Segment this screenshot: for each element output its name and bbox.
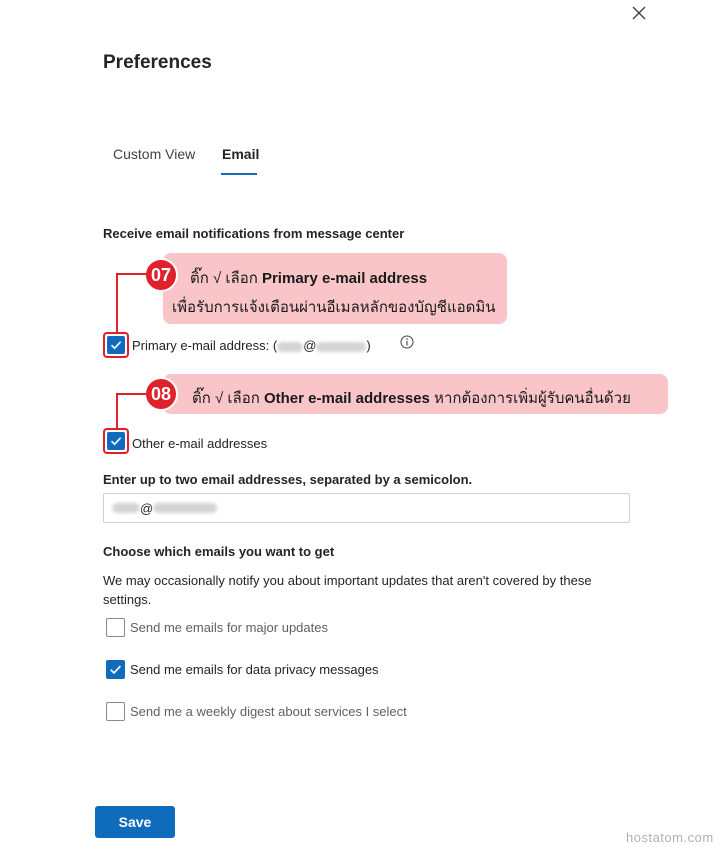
- checkmark-icon: [108, 337, 124, 353]
- checkmark-icon: [108, 433, 124, 449]
- privacy-messages-checkbox[interactable]: [106, 660, 125, 679]
- major-updates-checkbox[interactable]: [106, 618, 125, 637]
- other-emails-instructions: Enter up to two email addresses, separated by a semicolon.: [103, 472, 473, 487]
- annotation-callout-08: [163, 374, 668, 414]
- weekly-digest-label: Send me a weekly digest about services I select: [130, 704, 407, 719]
- close-button[interactable]: [626, 0, 652, 26]
- annotation-connector-07: [116, 273, 146, 275]
- annotation-badge-07: 07: [144, 258, 178, 292]
- major-updates-label: Send me emails for major updates: [130, 620, 328, 635]
- primary-email-label: [132, 338, 371, 353]
- privacy-messages-label: Send me emails for data privacy messages: [130, 662, 379, 677]
- page-title: Preferences: [103, 52, 212, 73]
- annotation-08-text-suffix: หากต้องการเพิ่มผู้รับคนอื่นด้วย: [429, 390, 631, 407]
- primary-email-label-suffix: ): [366, 338, 371, 353]
- tab-email[interactable]: Email: [222, 146, 260, 162]
- email-choice-heading: Choose which emails you want to get: [103, 544, 335, 559]
- annotation-08-text-bold: Other e-mail addresses: [263, 390, 430, 407]
- annotation-connector-07-vertical: [116, 273, 118, 333]
- primary-email-at: @: [303, 338, 317, 353]
- save-button[interactable]: Save: [95, 806, 175, 838]
- redacted-input-domain: [153, 503, 217, 513]
- annotation-connector-08-vertical: [116, 393, 118, 429]
- primary-email-checkbox[interactable]: [107, 336, 125, 354]
- watermark: hostatom.com: [626, 830, 714, 845]
- primary-email-label-prefix: Primary e-mail address: (: [132, 338, 278, 353]
- other-emails-input-at: @: [140, 500, 154, 516]
- annotation-07-text-prefix: ติ๊ก √ เลือก: [190, 270, 262, 287]
- annotation-07-text-bold: Primary e-mail address: [261, 270, 428, 287]
- close-icon: [632, 6, 646, 20]
- email-choice-description: We may occasionally notify you about important updates that aren't covered by these settings.: [103, 573, 592, 607]
- checkmark-icon: [107, 661, 124, 678]
- notifications-label: Receive email notifications from message center: [103, 226, 405, 241]
- annotation-callout-07: [163, 253, 507, 324]
- info-icon[interactable]: [400, 335, 414, 354]
- annotation-badge-08: 08: [144, 377, 178, 411]
- weekly-digest-checkbox[interactable]: [106, 702, 125, 721]
- tab-active-indicator: [221, 173, 257, 175]
- other-emails-input[interactable]: [103, 493, 630, 523]
- redacted-input-user: [112, 503, 140, 513]
- tab-custom-view[interactable]: Custom View: [113, 146, 196, 162]
- redacted-email-domain: [316, 342, 366, 352]
- other-email-label: Other e-mail addresses: [132, 436, 268, 451]
- other-email-checkbox[interactable]: [107, 432, 125, 450]
- annotation-08-text-prefix: ติ๊ก √ เลือก: [192, 390, 264, 407]
- annotation-connector-08: [116, 393, 146, 395]
- annotation-07-text-line2: เพื่อรับการแจ้งเตือนผ่านอีเมลหลักของบัญชีแอดมิน: [172, 299, 496, 316]
- redacted-email-user: [277, 342, 303, 352]
